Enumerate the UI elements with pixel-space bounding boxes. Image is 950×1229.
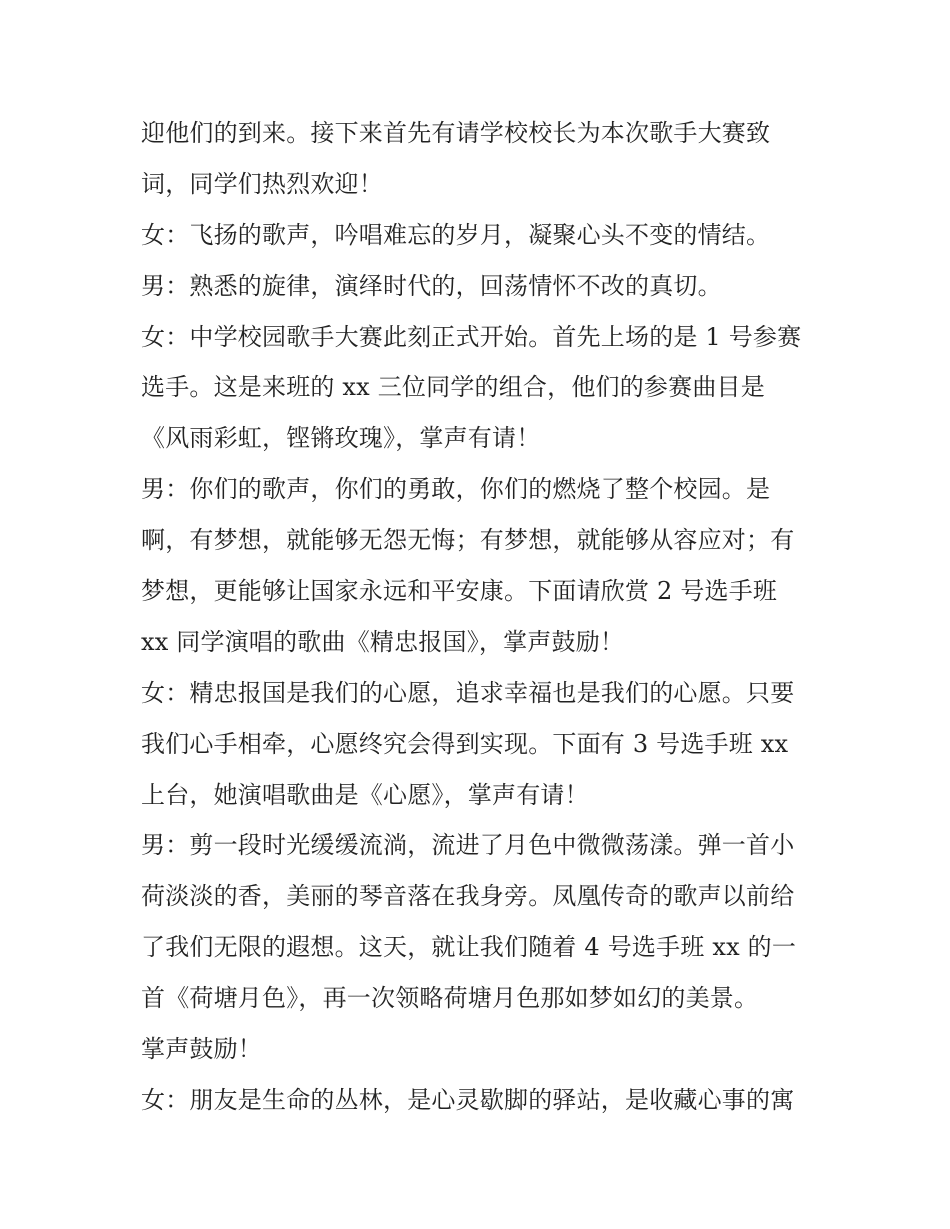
text-line: 首《荷塘月色》，再一次领略荷塘月色那如梦如幻的美景。 [141,984,759,1013]
text-line: xx 同学演唱的歌曲《精忠报国》，掌声鼓励！ [141,627,625,656]
text-line: 女：精忠报国是我们的心愿，追求幸福也是我们的心愿。只要 [141,678,795,707]
text-line: 选手。这是来班的 xx 三位同学的组合，他们的参赛曲目是 [141,373,765,402]
text-line: 掌声鼓励！ [141,1035,262,1064]
text-line: 迎他们的到来。接下来首先有请学校校长为本次歌手大赛致 [141,119,771,147]
text-line: 我们心手相牵，心愿终究会得到实现。下面有 3 号选手班 xx [141,729,789,758]
document-body [141,108,813,1126]
text-line: 男：你们的歌声，你们的勇敢，你们的燃烧了整个校园。是 [141,475,771,504]
text-line: 上台，她演唱歌曲是《心愿》，掌声有请！ [141,780,589,809]
text-line: 女：中学校园歌手大赛此刻正式开始。首先上场的是 1 号参赛 [141,322,802,351]
text-line: 男：剪一段时光缓缓流淌，流进了月色中微微荡漾。弹一首小 [141,831,795,860]
text-line: 男：熟悉的旋律，演绎时代的，回荡情怀不改的真切。 [141,271,722,300]
text-line: 了我们无限的遐想。这天，就让我们随着 4 号选手班 xx 的一 [141,933,797,962]
text-line: 女：飞扬的歌声，吟唱难忘的岁月，凝聚心头不变的情结。 [141,220,771,249]
text-line: 梦想，更能够让国家永远和平安康。下面请欣赏 2 号选手班 [141,577,778,606]
text-line: 词，同学们热烈欢迎！ [141,169,383,198]
text-line: 《风雨彩虹，铿锵玫瑰》，掌声有请！ [141,424,541,453]
text-line: 啊，有梦想，就能够无怨无悔；有梦想，就能够从容应对；有 [141,526,795,555]
text-line: 荷淡淡的香，美丽的琴音落在我身旁。凤凰传奇的歌声以前给 [141,882,795,911]
text-line: 女：朋友是生命的丛林，是心灵歇脚的驿站，是收藏心事的寓 [141,1085,795,1114]
